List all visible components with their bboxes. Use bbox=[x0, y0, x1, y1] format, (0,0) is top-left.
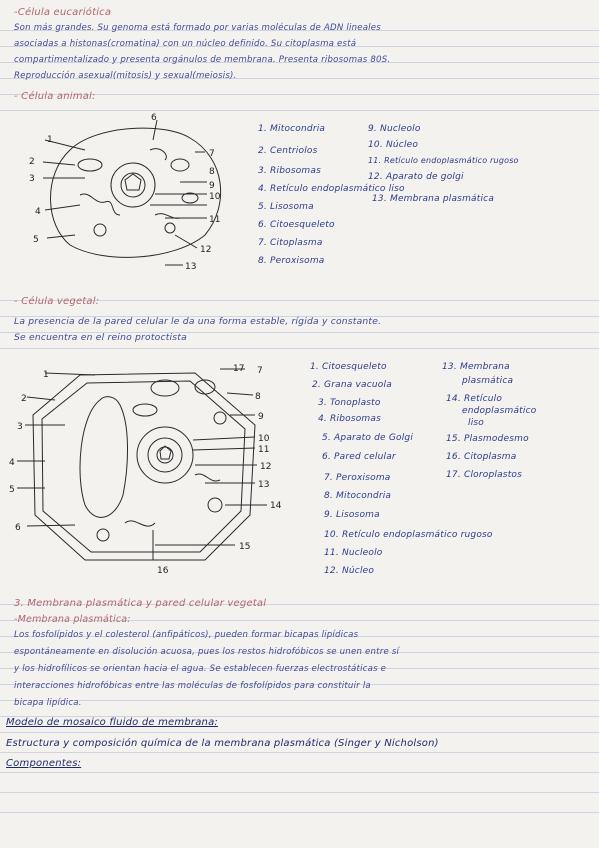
plant-num-10: 10 bbox=[258, 434, 270, 444]
plant-legend-item: 15. Plasmodesmo bbox=[446, 434, 529, 444]
plant-num-6: 6 bbox=[15, 523, 21, 533]
plant-legend-item: 1. Citoesqueleto bbox=[310, 362, 387, 372]
plant-legend-item: 2. Grana vacuola bbox=[312, 380, 392, 390]
plant-num-14: 14 bbox=[270, 501, 282, 511]
plant-legend-item: 9. Lisosoma bbox=[324, 510, 380, 520]
plant-num-13: 13 bbox=[258, 480, 270, 490]
plant-num-16: 16 bbox=[157, 566, 169, 576]
animal-num-5: 5 bbox=[33, 235, 39, 245]
plant-legend-item: 12. Núcleo bbox=[324, 566, 375, 576]
plant-legend-item: plasmática bbox=[462, 376, 514, 386]
membrane-line-4: interacciones hidrofóbicas entre las moléculas de fosfolípidos para constituir la bbox=[14, 681, 371, 691]
animal-num-2: 2 bbox=[29, 157, 35, 167]
plant-cell-diagram bbox=[5, 355, 295, 585]
plant-legend-item: 11. Nucleolo bbox=[324, 548, 383, 558]
heading-fluid-mosaic-model: Modelo de mosaico fluido de membrana: bbox=[6, 717, 218, 728]
plant-num-11: 11 bbox=[258, 445, 270, 455]
plant-legend-item: 10. Retículo endoplasmático rugoso bbox=[324, 530, 493, 540]
heading-section-3: 3. Membrana plasmática y pared celular vegetal bbox=[14, 598, 267, 609]
heading-plant-cell: - Célula vegetal: bbox=[14, 296, 100, 307]
animal-legend-item: 3. Ribosomas bbox=[258, 166, 321, 176]
animal-legend-item: 4. Retículo endoplasmático liso bbox=[258, 184, 405, 194]
ruled-line bbox=[0, 772, 599, 773]
components-label: Componentes: bbox=[6, 758, 82, 769]
plant-num-7: 7 bbox=[257, 366, 263, 376]
animal-num-11: 11 bbox=[209, 215, 221, 225]
plant-num-4: 4 bbox=[9, 458, 15, 468]
plant-legend-item: 14. Retículo bbox=[446, 394, 503, 404]
plant-legend-item: 4. Ribosomas bbox=[318, 414, 381, 424]
plant-num-8: 8 bbox=[255, 392, 261, 402]
membrane-line-2: espontáneamente en disolución acuosa, pues los restos hidrofóbicos se unen entre sí bbox=[14, 647, 400, 657]
plant-legend-item: 17. Cloroplastos bbox=[446, 470, 523, 480]
animal-legend-item: 6. Citoesqueleto bbox=[258, 220, 335, 230]
plant-legend-item: 16. Citoplasma bbox=[446, 452, 517, 462]
animal-legend-item: 1. Mitocondria bbox=[258, 124, 326, 134]
plant-num-9: 9 bbox=[258, 412, 264, 422]
animal-legend-item: 13. Membrana plasmática bbox=[372, 194, 495, 204]
heading-animal-cell: - Célula animal: bbox=[14, 91, 96, 102]
plant-legend-item: 6. Pared celular bbox=[322, 452, 396, 462]
animal-legend-item: 9. Nucleolo bbox=[368, 124, 421, 134]
animal-legend-item: 2. Centriolos bbox=[258, 146, 318, 156]
animal-num-9: 9 bbox=[209, 181, 215, 191]
animal-legend-item: 12. Aparato de golgi bbox=[368, 172, 464, 182]
animal-legend-item: 11. Retículo endoplasmático rugoso bbox=[368, 156, 519, 165]
animal-num-4: 4 bbox=[35, 207, 41, 217]
animal-legend-item: 7. Citoplasma bbox=[258, 238, 323, 248]
plant-legend-item: 3. Tonoplasto bbox=[318, 398, 381, 408]
plant-num-15: 15 bbox=[239, 542, 251, 552]
ruled-line bbox=[0, 348, 599, 349]
animal-num-6: 6 bbox=[151, 113, 157, 123]
plant-num-17: 17 bbox=[233, 364, 245, 374]
plant-num-5: 5 bbox=[9, 485, 15, 495]
animal-num-3: 3 bbox=[29, 174, 35, 184]
plant-legend-item: 13. Membrana bbox=[442, 362, 510, 372]
eukaryotic-line-3: compartimentalizado y presenta orgánulos de membrana. Presenta ribosomas 80S. bbox=[14, 55, 391, 65]
animal-legend-item: 5. Lisosoma bbox=[258, 202, 314, 212]
eukaryotic-line-1: Son más grandes. Su genoma está formado por varias moléculas de ADN lineales bbox=[14, 23, 381, 33]
plant-num-12: 12 bbox=[260, 462, 272, 472]
plant-legend-item: 8. Mitocondria bbox=[324, 491, 392, 501]
animal-legend-item: 8. Peroxisoma bbox=[258, 256, 325, 266]
animal-num-7: 7 bbox=[209, 149, 215, 159]
plant-num-2: 2 bbox=[21, 394, 27, 404]
animal-num-13: 13 bbox=[185, 262, 197, 272]
animal-num-1: 1 bbox=[47, 135, 53, 145]
plant-legend-item: liso bbox=[468, 418, 484, 428]
ruled-line bbox=[0, 752, 599, 753]
ruled-line bbox=[0, 792, 599, 793]
eukaryotic-line-4: Reproducción asexual(mitosis) y sexual(meiosis). bbox=[14, 71, 237, 81]
plant-legend-item: 7. Peroxisoma bbox=[324, 473, 391, 483]
membrane-line-3: y los hidrofílicos se orientan hacia el agua. Se establecen fuerzas electrostáticas e bbox=[14, 664, 387, 674]
animal-num-8: 8 bbox=[209, 167, 215, 177]
plant-legend-item: endoplasmático bbox=[462, 406, 537, 416]
plant-line-2: Se encuentra en el reino protoctista bbox=[14, 332, 187, 343]
ruled-line bbox=[0, 732, 599, 733]
eukaryotic-line-2: asociadas a histonas(cromatina) con un núcleo definido. Su citoplasma está bbox=[14, 39, 357, 49]
ruled-line bbox=[0, 700, 599, 701]
heading-membrane: -Membrana plasmática: bbox=[14, 614, 131, 625]
animal-num-12: 12 bbox=[200, 245, 212, 255]
fluid-mosaic-description: Estructura y composición química de la membrana plasmática (Singer y Nicholson) bbox=[6, 738, 439, 749]
animal-num-10: 10 bbox=[209, 192, 221, 202]
plant-num-3: 3 bbox=[17, 422, 23, 432]
animal-legend-item: 10. Núcleo bbox=[368, 140, 419, 150]
ruled-line bbox=[0, 812, 599, 813]
membrane-line-1: Los fosfolípidos y el colesterol (anfipáticos), pueden formar bicapas lipídicas bbox=[14, 630, 359, 640]
plant-legend-item: 5. Aparato de Golgi bbox=[322, 433, 414, 443]
membrane-line-5: bicapa lipídica. bbox=[14, 698, 82, 708]
animal-cell-diagram bbox=[25, 110, 255, 280]
plant-line-1: La presencia de la pared celular le da una forma estable, rígida y constante. bbox=[14, 316, 382, 327]
plant-num-1: 1 bbox=[43, 370, 49, 380]
heading-eukaryotic: -Célula eucariótica bbox=[14, 7, 112, 18]
